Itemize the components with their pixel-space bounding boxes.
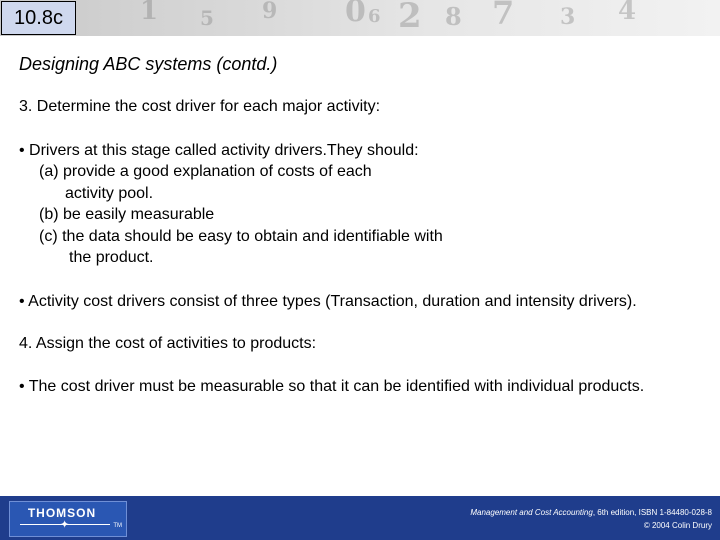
bullet-measurable: • The cost driver must be measurable so that it can be identified with individual products. — [19, 377, 645, 395]
decor-digit: 9 — [262, 0, 278, 24]
decor-digit: 6 — [368, 6, 381, 27]
copyright: © 2004 Colin Drury — [643, 521, 712, 530]
bullet-drivers-intro: • Drivers at this stage called activity drivers.They should: — [19, 141, 419, 159]
slide-title: Designing ABC systems (contd.) — [19, 54, 278, 74]
bullet-drivers-item-c: (c) the data should be easy to obtain and identifiable with — [39, 227, 443, 245]
edition-line: , 6th edition, ISBN 1-84480-028-8 — [592, 508, 712, 517]
slide-body — [19, 96, 699, 397]
logo-tm: TM — [113, 523, 122, 529]
bullet-drivers-item-b: (b) be easily measurable — [39, 206, 215, 223]
decor-digit: 0 — [345, 0, 366, 29]
thomson-logo — [9, 501, 127, 537]
step-4-heading: 4. Assign the cost of activities to products: — [19, 335, 317, 352]
decor-digit: 3 — [560, 4, 576, 30]
step-3-heading: 3. Determine the cost driver for each major activity: — [19, 98, 381, 115]
bullet-drivers-item-a: (a) provide a good explanation of costs of each — [39, 163, 372, 180]
slide-number: 10.8c — [1, 1, 76, 35]
footer-citation — [470, 506, 712, 532]
bullet-driver-types: • Activity cost drivers consist of three types (Transaction, duration and intensity drivers). — [19, 292, 637, 310]
decor-digit: 5 — [200, 6, 214, 30]
footer-bar — [0, 496, 720, 540]
decor-digit: 7 — [492, 0, 515, 32]
header-band — [0, 0, 720, 36]
decor-digit: 2 — [398, 0, 422, 36]
bullet-drivers-item-c-cont: the product. — [69, 249, 154, 266]
logo-text: THOMSON — [27, 506, 97, 520]
star-icon: ✦ — [60, 519, 70, 531]
decor-digit: 8 — [445, 2, 462, 31]
decor-digit: 1 — [140, 0, 159, 26]
decor-digit: 4 — [618, 0, 637, 26]
bullet-drivers-item-a-cont: activity pool. — [65, 184, 154, 202]
book-title: Management and Cost Accounting — [470, 508, 593, 517]
